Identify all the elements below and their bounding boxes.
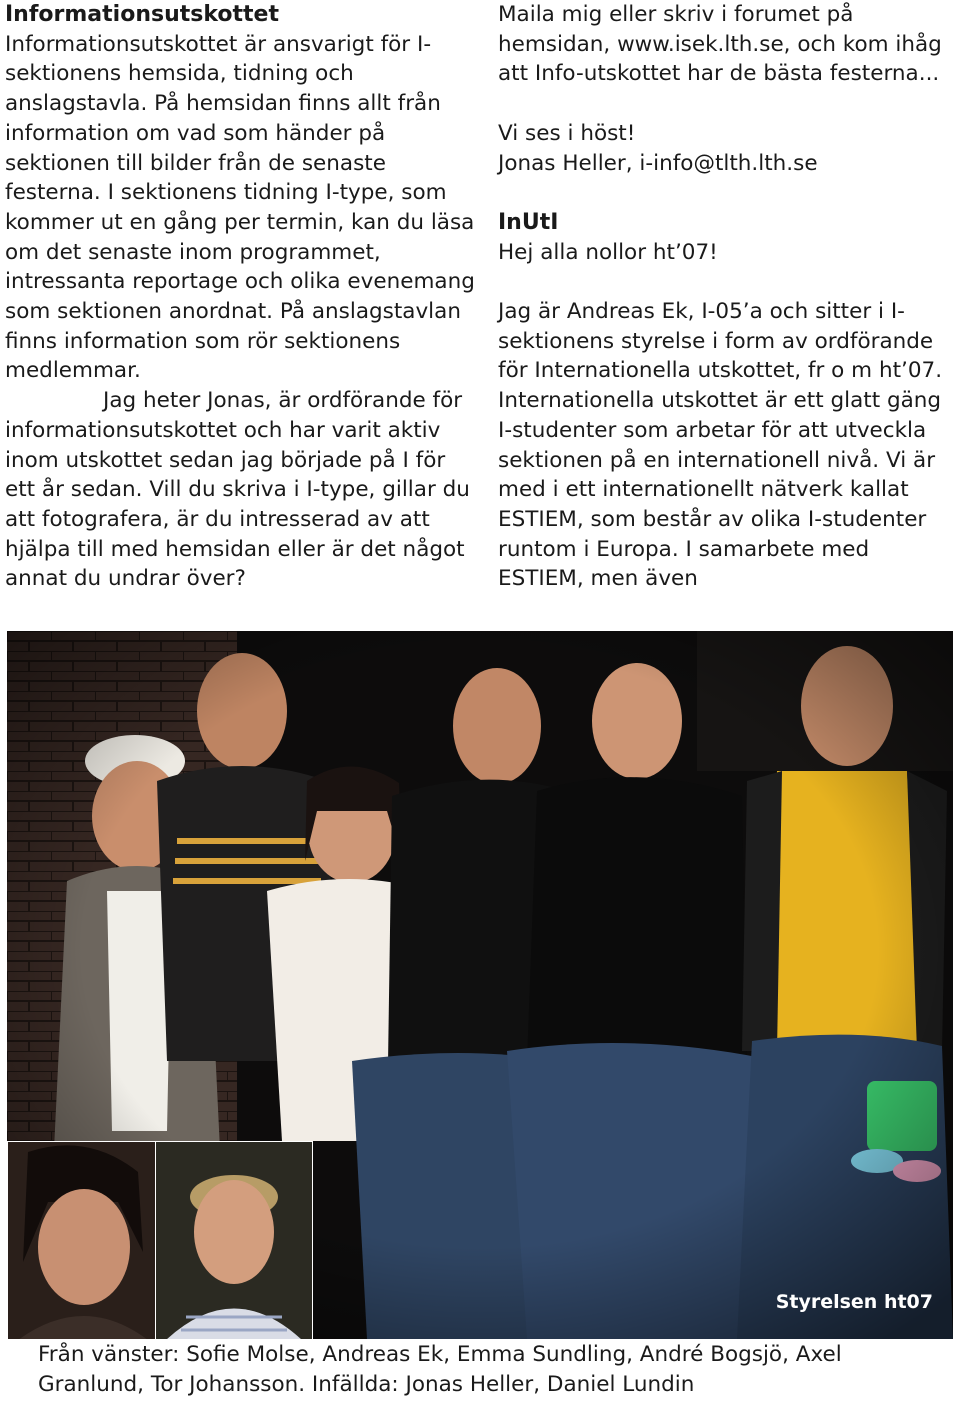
greeting-text: Hej alla nollor ht’07!	[498, 239, 718, 265]
photo-caption-text: Från vänster: Sofie Molse, Andreas Ek, Emma Sundling, André Bogsjö, Axel Granlund, Tor Johansson. Infällda: Jonas Heller, Daniel Lundin	[38, 1342, 842, 1397]
left-column	[5, 0, 475, 594]
spacer	[498, 267, 953, 297]
right-column	[498, 0, 953, 594]
inset-photo-1-illustration	[8, 1142, 156, 1339]
spacer	[498, 89, 953, 119]
info-paragraph-1: Informationsutskottet är ansvarigt för I-sektionens hemsida, tidning och anslagstavla. På hemsidan finns allt från information om vad som händer på sektionen till bilder från de senaste festerna. I sektionens tidning I-type, som kommer ut en gång per termin, kan du läsa om det senaste inom programmet, intressanta reportage och olika evenemang som sektionen anordnat. På anslagstavlan finns information som rör sektionens medlemmar.	[5, 31, 475, 384]
spacer	[498, 178, 953, 208]
info-paragraph-3: Maila mig eller skriv i forumet på hemsidan, www.isek.lth.se, och kom ihåg att Info-utskottet har de bästa festerna...	[498, 2, 942, 87]
inset-photo-2	[155, 1141, 313, 1339]
inuti-paragraph: Jag är Andreas Ek, I-05’a och sitter i I-sektionens styrelse i form av ordförande för Internationella utskottet, fr o m ht’07. Internationella utskottet är ett glatt gäng I-studenter som arbetar för att utveckla sektionen på en internationell nivå. Vi är med i ett internationellt nätverk kallat ESTIEM, som består av olika I-studenter runtom i Europa. I samarbete med ESTIEM, men även	[498, 298, 943, 592]
inset-photo-2-illustration	[156, 1142, 312, 1339]
section-heading-info: Informationsutskottet	[5, 2, 279, 27]
signoff-text: Vi ses i höst!	[498, 120, 636, 146]
section-heading-inuti: InUtI	[498, 209, 559, 235]
photo-label: Styrelsen ht07	[775, 1291, 933, 1313]
group-photo	[7, 631, 953, 1339]
inset-photo-1	[7, 1141, 157, 1339]
info-paragraph-2: Jag heter Jonas, är ordförande för informationsutskottet och har varit aktiv inom utskottet sedan jag började på I för ett år sedan. Vill du skriva i I-type, gillar du att fotografera, är du intresserad av att hjälpa till med hemsidan eller är det något annat du undrar över?	[5, 388, 470, 592]
signature-text: Jonas Heller, i-info@tlth.lth.se	[498, 150, 818, 176]
